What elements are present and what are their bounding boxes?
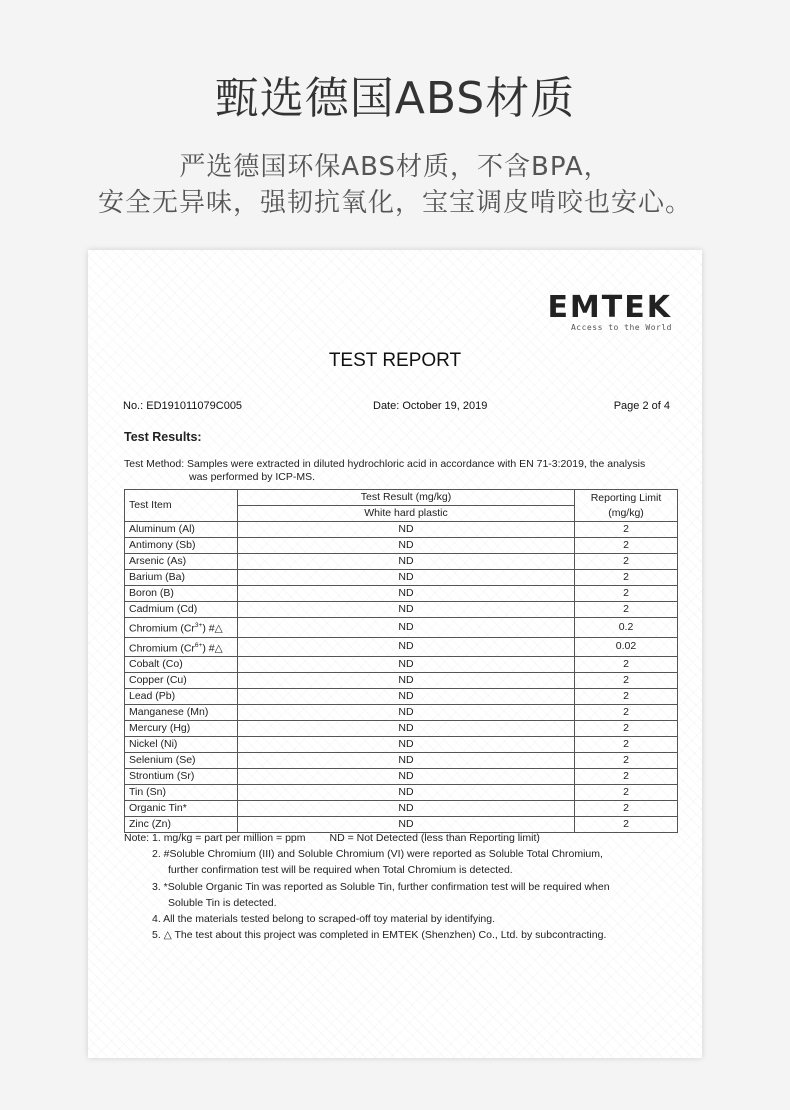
results-table — [124, 489, 678, 833]
table-row — [125, 769, 678, 785]
cell-reporting-limit: 2 — [575, 657, 678, 673]
cell-test-item: Organic Tin* — [125, 801, 238, 817]
note-3-line-1: 3. *Soluble Organic Tin was reported as Soluble Tin, further confirmation test will be required when — [152, 880, 610, 893]
table-row — [125, 785, 678, 801]
cell-reporting-limit: 2 — [575, 570, 678, 586]
table-body — [125, 522, 678, 833]
cell-test-result: ND — [238, 586, 575, 602]
cell-test-item: Strontium (Sr) — [125, 769, 238, 785]
cell-reporting-limit: 2 — [575, 689, 678, 705]
table-row — [125, 721, 678, 737]
cell-test-result: ND — [238, 538, 575, 554]
note-4: 4. All the materials tested belong to scraped-off toy material by identifying. — [152, 913, 495, 926]
table-row — [125, 673, 678, 689]
table-row — [125, 538, 678, 554]
cell-test-result: ND — [238, 657, 575, 673]
cell-test-item: Manganese (Mn) — [125, 705, 238, 721]
cell-test-result: ND — [238, 721, 575, 737]
report-page: Page 2 of 4 — [613, 400, 670, 412]
cell-reporting-limit: 2 — [575, 737, 678, 753]
item-ion-charge: 3+ — [194, 622, 203, 629]
note-2-line-2: further confirmation test will be required when Total Chromium is detected. — [168, 864, 513, 877]
cell-test-item — [125, 618, 238, 638]
cell-test-item: Cadmium (Cd) — [125, 602, 238, 618]
note-3-line-2: Soluble Tin is detected. — [168, 896, 277, 909]
test-method-line-1: Test Method: Samples were extracted in diluted hydrochloric acid in accordance with EN 71-3:2019, the analysis — [124, 458, 646, 470]
header-reporting-limit — [575, 490, 678, 522]
cell-test-result: ND — [238, 570, 575, 586]
report-notes — [124, 830, 610, 943]
cell-test-item: Tin (Sn) — [125, 785, 238, 801]
header-limit-line-1: Reporting Limit — [590, 491, 662, 504]
cell-reporting-limit: 2 — [575, 785, 678, 801]
note-1 — [124, 830, 610, 846]
cell-test-result: ND — [238, 769, 575, 785]
cell-test-result: ND — [238, 737, 575, 753]
results-heading: Test Results: — [124, 430, 202, 444]
cell-test-result: ND — [238, 618, 575, 638]
item-text-post: ) #△ — [202, 622, 223, 635]
page-headline: 甄选德国ABS材质 — [214, 73, 576, 124]
table-header-row — [125, 490, 678, 506]
table-row — [125, 705, 678, 721]
table-row — [125, 618, 678, 638]
cell-reporting-limit: 2 — [575, 753, 678, 769]
cell-reporting-limit: 2 — [575, 673, 678, 689]
cell-test-result: ND — [238, 705, 575, 721]
table-row — [125, 586, 678, 602]
cell-reporting-limit: 2 — [575, 522, 678, 538]
item-text-pre: Chromium (Cr — [129, 622, 195, 635]
logo-wordmark: EMTEK — [547, 290, 672, 325]
cell-test-result: ND — [238, 602, 575, 618]
cell-test-result: ND — [238, 522, 575, 538]
cell-test-item: Antimony (Sb) — [125, 538, 238, 554]
item-text-post: ) #△ — [202, 642, 223, 654]
item-ion-charge: 6+ — [194, 641, 203, 649]
cell-test-item: Aluminum (Al) — [125, 522, 238, 538]
table-row — [125, 522, 678, 538]
header-sample-name: White hard plastic — [238, 506, 575, 522]
cell-test-item: Arsenic (As) — [125, 554, 238, 570]
cell-test-result: ND — [238, 554, 575, 570]
table-row — [125, 657, 678, 673]
cell-test-item: Zinc (Zn) — [125, 817, 238, 833]
note-1-a: Note: 1. mg/kg = part per million = ppm — [124, 832, 306, 844]
header-test-result: Test Result (mg/kg) — [238, 490, 575, 506]
report-date: Date: October 19, 2019 — [373, 400, 488, 412]
test-method — [124, 458, 684, 484]
logo-tagline: Access to the World — [570, 323, 672, 332]
cell-reporting-limit: 0.02 — [575, 637, 678, 657]
cell-reporting-limit: 2 — [575, 586, 678, 602]
cell-reporting-limit: 2 — [575, 554, 678, 570]
cell-test-result: ND — [238, 753, 575, 769]
table-row — [125, 570, 678, 586]
header-test-item: Test Item — [125, 490, 238, 522]
subtitle-line-2: 安全无异味，强韧抗氧化，宝宝调皮啃咬也安心。 — [97, 188, 692, 218]
note-1-b: ND = Not Detected (less than Reporting limit) — [329, 832, 540, 844]
cell-reporting-limit: 2 — [575, 817, 678, 833]
table-row — [125, 801, 678, 817]
cell-reporting-limit: 2 — [575, 801, 678, 817]
table-row — [125, 737, 678, 753]
table-row — [125, 554, 678, 570]
cell-test-item: Nickel (Ni) — [125, 737, 238, 753]
header-limit-line-2: (mg/kg) — [608, 506, 644, 519]
cell-test-item — [125, 637, 238, 657]
cell-test-result: ND — [238, 801, 575, 817]
item-text-pre: Chromium (Cr — [129, 642, 195, 654]
report-number: No.: ED191011079C005 — [123, 400, 243, 412]
table-row — [125, 689, 678, 705]
cell-test-result: ND — [238, 785, 575, 801]
cell-test-item: Lead (Pb) — [125, 689, 238, 705]
emtek-logo — [547, 290, 672, 332]
cell-test-item: Barium (Ba) — [125, 570, 238, 586]
test-report-document — [88, 250, 702, 1058]
cell-reporting-limit: 0.2 — [575, 618, 678, 638]
cell-test-result: ND — [238, 817, 575, 833]
cell-test-item: Boron (B) — [125, 586, 238, 602]
cell-test-item: Selenium (Se) — [125, 753, 238, 769]
cell-reporting-limit: 2 — [575, 769, 678, 785]
table-row — [125, 753, 678, 769]
cell-reporting-limit: 2 — [575, 705, 678, 721]
cell-test-result: ND — [238, 689, 575, 705]
cell-test-item: Cobalt (Co) — [125, 657, 238, 673]
cell-test-result: ND — [238, 637, 575, 657]
note-5: 5. △ The test about this project was completed in EMTEK (Shenzhen) Co., Ltd. by subcontracting. — [152, 929, 607, 942]
table-row — [125, 602, 678, 618]
test-method-line-2: was performed by ICP-MS. — [189, 471, 316, 483]
table-row — [125, 637, 678, 657]
subtitle-line-1: 严选德国环保ABS材质，不含BPA， — [179, 152, 611, 182]
note-2-line-1: 2. #Soluble Chromium (III) and Soluble Chromium (VI) were reported as Soluble Total Chromium, — [152, 848, 603, 861]
cell-test-item: Copper (Cu) — [125, 673, 238, 689]
cell-test-item: Mercury (Hg) — [125, 721, 238, 737]
report-title: TEST REPORT — [328, 350, 462, 371]
cell-reporting-limit: 2 — [575, 538, 678, 554]
cell-reporting-limit: 2 — [575, 602, 678, 618]
cell-reporting-limit: 2 — [575, 721, 678, 737]
cell-test-result: ND — [238, 673, 575, 689]
